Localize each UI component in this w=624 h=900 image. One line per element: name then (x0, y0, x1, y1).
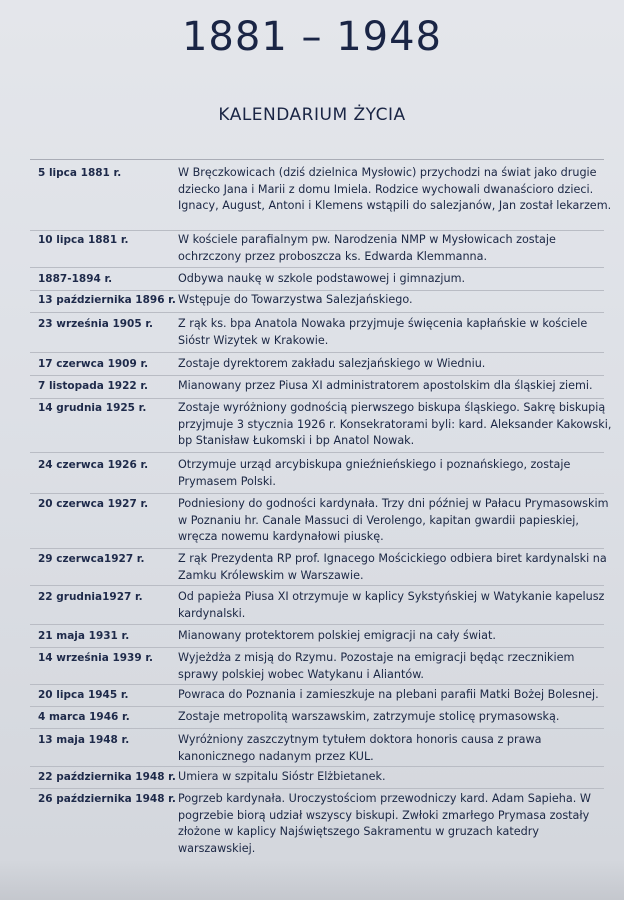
entry-date: 20 lipca 1945 r. (38, 689, 129, 701)
separator (30, 375, 604, 376)
entry-date: 5 lipca 1881 r. (38, 167, 122, 179)
entry-date: 21 maja 1931 r. (38, 630, 130, 642)
entry-text: Zostaje metropolitą warszawskim, zatrzymuje stolicę prymasowską. (178, 710, 560, 723)
entry-text: W Bręczkowicach (dziś dzielnica Mysłowic) przychodzi na świat jako drugie dziecko Jana i Marii z domu Imiela. Rodzice wychowali dwanaściorо dzieci. Ignacy, August, Antoni i Klemens wstąpili do salezjanów, Jan został lekarzem. (178, 166, 612, 212)
separator (30, 290, 604, 291)
entry-date: 14 września 1939 r. (38, 652, 153, 664)
entry-date: 20 czerwca 1927 r. (38, 498, 149, 510)
entry-text: Otrzymuje urząd arcybiskupa gnieźnieńskiego i poznańskiego, zostaje Prymasem Polski. (178, 458, 571, 488)
entry-date: 23 września 1905 r. (38, 318, 153, 330)
entry-date: 24 czerwca 1926 r. (38, 459, 149, 471)
entry-date: 29 czerwca1927 r. (38, 553, 145, 565)
separator (30, 452, 604, 453)
separator (30, 267, 604, 268)
entry-text: Zostaje wyróżniony godnością pierwszego biskupa śląskiego. Sakrę biskupią przyjmuje 3 stycznia 1926 r. Konsekratorami byli: kard. Aleksander Kakowski, bp Stanisław Łukomski i bp Anatol Nowak. (178, 401, 612, 447)
entry-date: 13 października 1896 r. (38, 294, 176, 306)
entry-text: Z rąk ks. bpa Anatola Nowaka przyjmuje święcenia kapłańskie w kościele Sióstr Wizytek w Krakowie. (178, 317, 588, 347)
entry-text: Umiera w szpitalu Sióstr Elżbietanek. (178, 770, 386, 783)
entry-date: 4 marca 1946 r. (38, 711, 130, 723)
separator (30, 585, 604, 586)
entry-text: Mianowany protektorem polskiej emigracji na cały świat. (178, 629, 496, 642)
entry-date: 14 grudnia 1925 r. (38, 402, 147, 414)
entry-date: 22 grudnia1927 r. (38, 591, 143, 603)
separator (30, 766, 604, 767)
entry-date: 17 czerwca 1909 r. (38, 358, 149, 370)
separator (30, 352, 604, 353)
entry-text: Wyróżniony zaszczytnym tytułem doktora honoris causa z prawa kanonicznego nadanym przez KUL. (178, 733, 542, 763)
entry-text: Wstępuje do Towarzystwa Salezjańskiego. (178, 293, 413, 306)
separator (30, 706, 604, 707)
separator (30, 398, 604, 399)
entry-date: 13 maja 1948 r. (38, 734, 130, 746)
entry-date: 22 października 1948 r. (38, 771, 176, 783)
entry-text: Mianowany przez Piusa XI administratorem apostolskim dla śląskiej ziemi. (178, 379, 593, 392)
page-subtitle: KALENDARIUM ŻYCIA (218, 105, 406, 125)
entry-date: 1887-1894 r. (38, 273, 113, 285)
separator (30, 493, 604, 494)
separator (30, 312, 604, 313)
entry-text: Zostaje dyrektorem zakładu salezjańskiego w Wiedniu. (178, 357, 486, 370)
entry-text: Odbywa naukę w szkole podstawowej i gimnazjum. (178, 272, 466, 285)
entry-text: Od papieża Piusa XI otrzymuje w kaplicy Sykstyńskiej w Watykanie kapelusz kardynalski. (178, 590, 605, 620)
entry-text: Pogrzeb kardynała. Uroczystościom przewodniczy kard. Adam Sapieha. W pogrzebie biorą udział wszyscy biskupi. Zwłoki zmarłego Prymasa zostały złożone w kaplicy Najświętszego Sakramentu w gruzach katedry warszawskiej. (178, 792, 591, 855)
separator (30, 230, 604, 231)
bottom-shadow (0, 860, 624, 900)
separator (30, 684, 604, 685)
separator (30, 647, 604, 648)
entry-date: 7 listopada 1922 r. (38, 380, 149, 392)
entry-date: 26 października 1948 r. (38, 793, 176, 805)
separator (30, 159, 604, 160)
entry-text: Podniesiony do godności kardynała. Trzy dni później w Pałacu Prymasowskim w Poznaniu hr. Canale Massuci di Verolengo, kapitan gwardii papieskiej, wręcza nowemu kardynałowi piuskę. (178, 497, 609, 543)
separator (30, 624, 604, 625)
entry-text: W kościele parafialnym pw. Narodzenia NMP w Mysłowicach zostaje ochrzczony przez proboszcza ks. Edwarda Klemmanna. (178, 233, 556, 263)
entry-text: Powraca do Poznania i zamieszkuje na plebani parafii Matki Bożej Bolesnej. (178, 688, 599, 701)
separator (30, 788, 604, 789)
page-title: 1881 – 1948 (181, 14, 443, 60)
separator (30, 548, 604, 549)
entry-text: Z rąk Prezydenta RP prof. Ignacego Mościckiego odbiera biret kardynalski na Zamku Królewskim w Warszawie. (178, 552, 607, 582)
entry-text: Wyjeżdża z misją do Rzymu. Pozostaje na emigracji będąc rzecznikiem sprawy polskiej wobec Watykanu i Aliantów. (178, 651, 575, 681)
separator (30, 728, 604, 729)
entry-date: 10 lipca 1881 r. (38, 234, 129, 246)
